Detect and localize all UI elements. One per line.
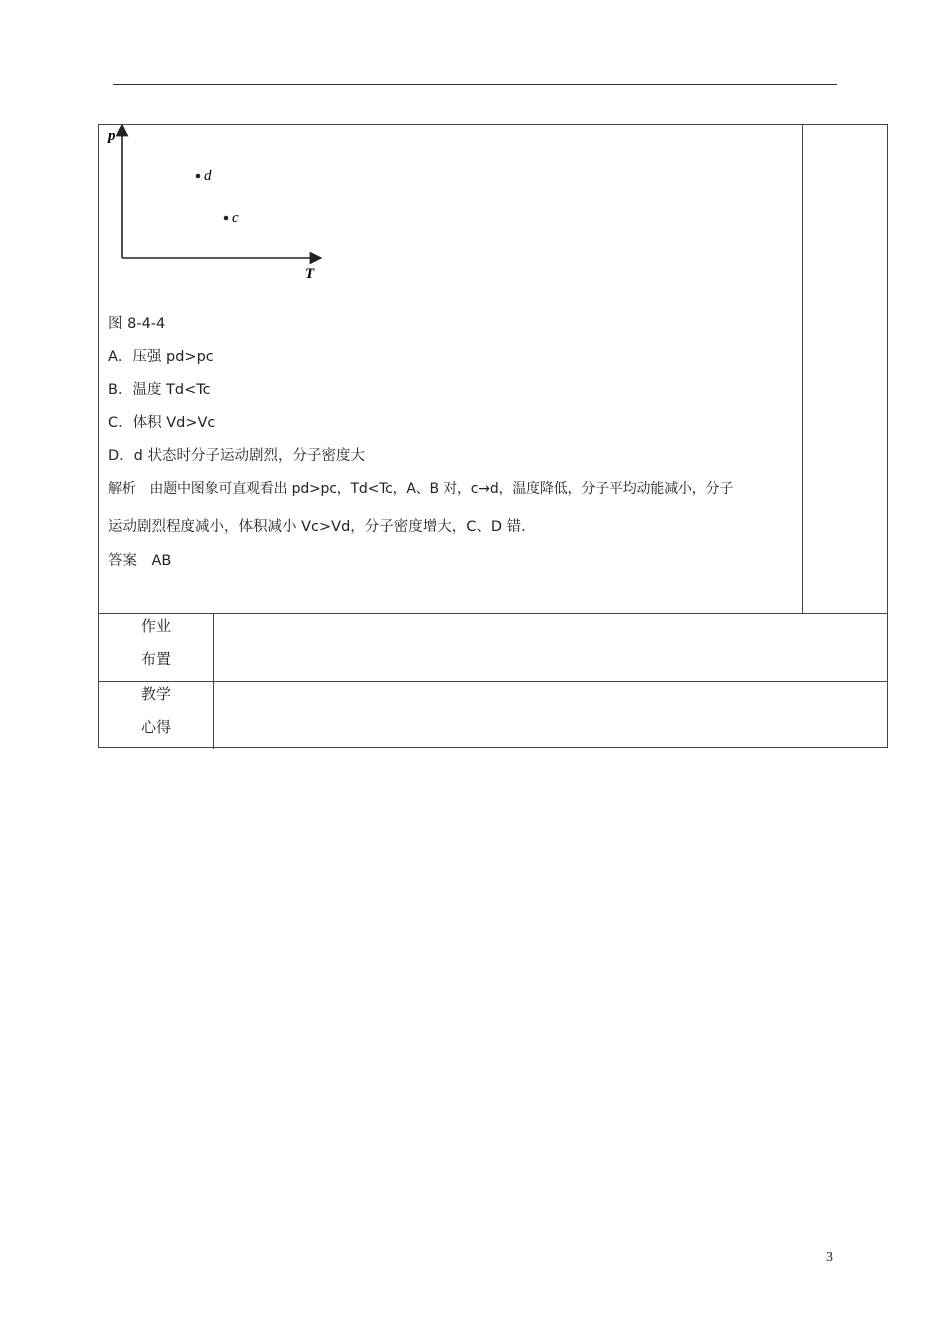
homework-label [99,610,213,676]
row-divider-reflection [99,681,887,682]
answer: 答案 AB [108,553,172,569]
row-divider-homework [99,613,887,614]
option-b: B．温度 Td<Tc [108,382,211,398]
x-axis-label: T [305,266,315,282]
option-a: A．压强 pd>pc [108,349,214,365]
analysis-line-1: 解析 由题中图象可直观看出 pd>pc，Td<Tc，A、B 对，c→d，温度降低，分子平均动能减小，分子 [108,481,734,497]
analysis-line-2: 运动剧烈程度减小，体积减小 Vc>Vd，分子密度增大，C、D 错. [108,519,526,535]
p-t-diagram [98,124,338,284]
homework-label-line1: 作业 [140,617,171,635]
reflection-label-line1: 教学 [140,685,171,703]
label-column-line [213,613,214,749]
point-d-marker [196,174,201,179]
option-d: D．d 状态时分子运动剧烈，分子密度大 [108,448,365,464]
figure-caption: 图 8-4-4 [108,316,166,332]
page-number: 3 [826,1250,833,1265]
option-c: C．体积 Vd>Vc [108,415,216,431]
reflection-label [99,678,213,744]
y-axis-label: p [108,128,116,144]
reflection-label-line2: 心得 [140,718,171,736]
point-c-label: c [232,210,239,226]
point-c-marker [224,216,229,221]
point-d-label: d [204,168,212,184]
header-rule [113,84,837,85]
homework-label-line2: 布置 [140,650,171,668]
